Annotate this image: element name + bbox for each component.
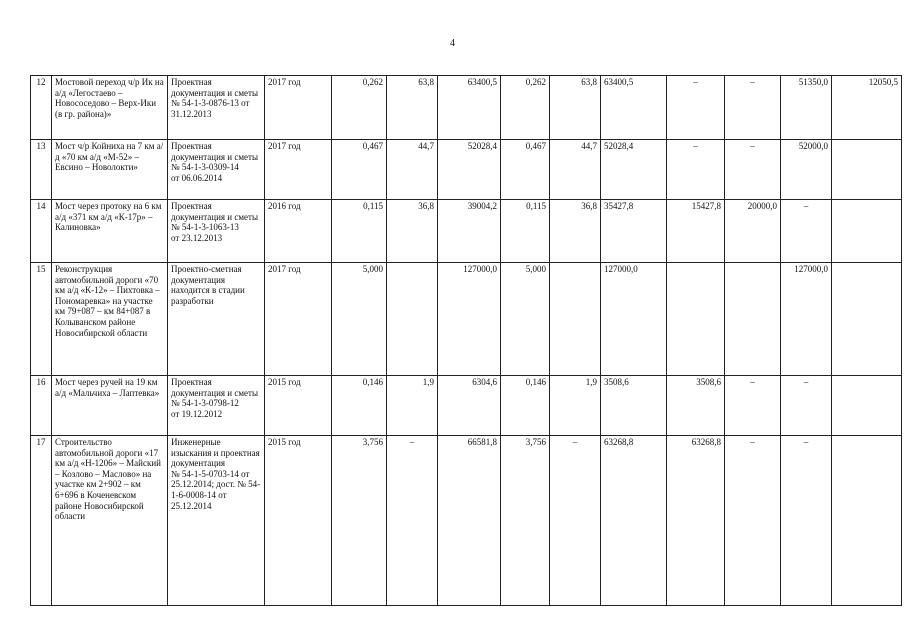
cost-year-1-cell: –	[667, 76, 725, 140]
object-name-cell: Мост ч/р Койниха на 7 км а/д «70 км а/д «М-52» – Евсино – Новолокти»	[52, 140, 168, 200]
table-row	[31, 263, 902, 376]
length-km-cell: 0,146	[332, 376, 387, 436]
length-km-cell: 0,262	[332, 76, 387, 140]
row-number-cell: 17	[31, 436, 52, 606]
total-cost-cell: 52028,4	[438, 140, 501, 200]
total-cost-cell: 6304,6	[438, 376, 501, 436]
project-documentation-cell: Проектно-сметная документация находится в стадии разработки	[168, 263, 265, 376]
cost-year-2-cell	[725, 263, 781, 376]
length-km-program-cell: 0,467	[501, 140, 550, 200]
row-number-cell: 15	[31, 263, 52, 376]
table-row	[31, 200, 902, 263]
length-km-program-cell: 3,756	[501, 436, 550, 606]
length-m-cell: –	[387, 436, 438, 606]
object-name-cell: Реконструкция автомобильной дороги «70 км а/д «К-12» – Пихтовка – Пономаревка» на участке км 79+087 – км 84+087 в Колыванском районе Новосибирской области	[52, 263, 168, 376]
cost-year-1-cell: 3508,6	[667, 376, 725, 436]
project-documentation-cell: Проектная документация и сметы № 54-1-3-0876-13 от 31.12.2013	[168, 76, 265, 140]
program-cost-cell: 3508,6	[601, 376, 667, 436]
cost-year-4-cell: 12050,5	[832, 76, 902, 140]
object-name-cell: Мост через протоку на 6 км а/д «371 км а/д «К-17р» – Калиновка»	[52, 200, 168, 263]
completion-year-cell: 2017 год	[265, 263, 332, 376]
total-cost-cell: 63400,5	[438, 76, 501, 140]
length-m-program-cell: 36,8	[550, 200, 601, 263]
length-m-program-cell: 1,9	[550, 376, 601, 436]
completion-year-cell: 2015 год	[265, 376, 332, 436]
completion-year-cell: 2017 год	[265, 76, 332, 140]
length-km-program-cell: 5,000	[501, 263, 550, 376]
program-cost-cell: 127000,0	[601, 263, 667, 376]
program-cost-cell: 63268,8	[601, 436, 667, 606]
total-cost-cell: 39004,2	[438, 200, 501, 263]
cost-year-2-cell: 20000,0	[725, 200, 781, 263]
length-km-cell: 0,467	[332, 140, 387, 200]
object-name-cell: Мост через ручей на 19 км а/д «Мальчиха – Лаптевка»	[52, 376, 168, 436]
object-name-cell: Строительство автомобильной дороги «17 км а/д «Н-1206» – Майский – Козлово – Маслово» на участке км 2+902 – км 6+696 в Коченевском районе Новосибирской области	[52, 436, 168, 606]
completion-year-cell: 2016 год	[265, 200, 332, 263]
row-number-cell: 13	[31, 140, 52, 200]
cost-year-2-cell: –	[725, 76, 781, 140]
length-m-program-cell	[550, 263, 601, 376]
cost-year-3-cell: 52000,0	[781, 140, 832, 200]
cost-year-4-cell	[832, 200, 902, 263]
program-cost-cell: 63400,5	[601, 76, 667, 140]
length-m-program-cell: –	[550, 436, 601, 606]
project-documentation-cell: Инженерные изыскания и проектная документация № 54-1-5-0703-14 от 25.12.2014; дост. № 54-1-6-0008-14 от 25.12.2014	[168, 436, 265, 606]
cost-year-3-cell: –	[781, 376, 832, 436]
row-number-cell: 14	[31, 200, 52, 263]
length-km-program-cell: 0,262	[501, 76, 550, 140]
cost-year-3-cell: 127000,0	[781, 263, 832, 376]
length-m-program-cell: 44,7	[550, 140, 601, 200]
completion-year-cell: 2017 год	[265, 140, 332, 200]
length-m-cell: 63,8	[387, 76, 438, 140]
length-m-program-cell: 63,8	[550, 76, 601, 140]
length-km-cell: 0,115	[332, 200, 387, 263]
cost-year-4-cell	[832, 376, 902, 436]
total-cost-cell: 127000,0	[438, 263, 501, 376]
length-km-cell: 5,000	[332, 263, 387, 376]
table-row	[31, 376, 902, 436]
cost-year-2-cell: –	[725, 140, 781, 200]
cost-year-3-cell: –	[781, 200, 832, 263]
project-documentation-cell: Проектная документация и сметы № 54-1-3-0309-14 от 06.06.2014	[168, 140, 265, 200]
length-km-program-cell: 0,115	[501, 200, 550, 263]
cost-year-1-cell: 15427,8	[667, 200, 725, 263]
cost-year-2-cell: –	[725, 436, 781, 606]
program-cost-cell: 35427,8	[601, 200, 667, 263]
table-row	[31, 436, 902, 606]
page-number: 4	[450, 38, 455, 49]
cost-year-3-cell: 51350,0	[781, 76, 832, 140]
cost-year-4-cell	[832, 140, 902, 200]
project-documentation-cell: Проектная документация и сметы № 54-1-3-0798-12 от 19.12.2012	[168, 376, 265, 436]
total-cost-cell: 66581,8	[438, 436, 501, 606]
length-m-cell: 36,8	[387, 200, 438, 263]
row-number-cell: 12	[31, 76, 52, 140]
cost-year-1-cell: 63268,8	[667, 436, 725, 606]
cost-year-1-cell	[667, 263, 725, 376]
row-number-cell: 16	[31, 376, 52, 436]
project-documentation-cell: Проектная документация и сметы № 54-1-3-1063-13 от 23.12.2013	[168, 200, 265, 263]
completion-year-cell: 2015 год	[265, 436, 332, 606]
length-km-program-cell: 0,146	[501, 376, 550, 436]
cost-year-2-cell: –	[725, 376, 781, 436]
cost-year-4-cell	[832, 263, 902, 376]
cost-year-3-cell: –	[781, 436, 832, 606]
program-cost-cell: 52028,4	[601, 140, 667, 200]
length-m-cell: 1,9	[387, 376, 438, 436]
road-objects-table	[30, 75, 902, 606]
length-km-cell: 3,756	[332, 436, 387, 606]
cost-year-4-cell	[832, 436, 902, 606]
object-name-cell: Мостовой переход ч/р Ик на а/д «Легостаево – Новососедово – Верх-Ики (в гр. района)»	[52, 76, 168, 140]
length-m-cell	[387, 263, 438, 376]
table-row	[31, 140, 902, 200]
cost-year-1-cell: –	[667, 140, 725, 200]
length-m-cell: 44,7	[387, 140, 438, 200]
table-row	[31, 76, 902, 140]
